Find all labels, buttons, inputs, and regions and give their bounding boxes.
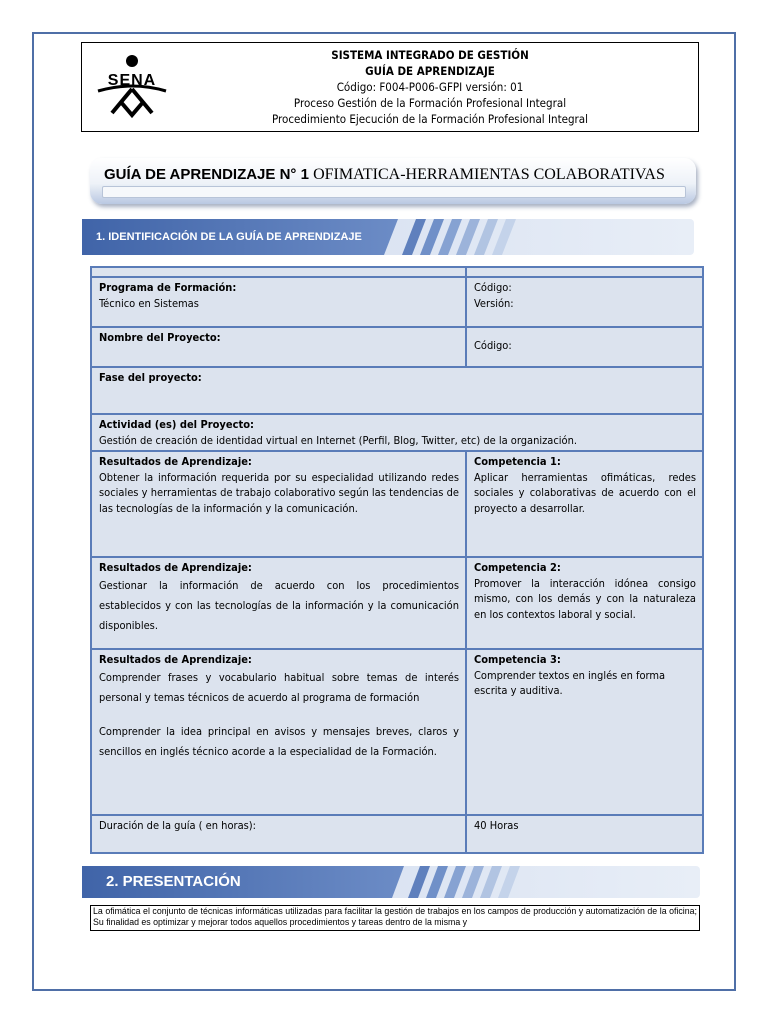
presentacion-text: La ofimática el conjunto de técnicas informáticas utilizadas para facilitar la gestión de trabajos en los campos de producción y automatización de la oficina; Su finalidad es optimizar y mejorar todos aquellos procedimientos y tareas dentro de la misma y — [90, 905, 700, 931]
programa-value: Técnico en Sistemas — [99, 296, 199, 310]
comp2-cell — [466, 557, 703, 649]
comp2-value: Promover la interacción idónea consigo mismo, con los demás y con la naturaleza en los contextos laboral y social. — [474, 576, 696, 621]
table-row — [91, 277, 703, 327]
comp3-cell — [466, 649, 703, 815]
guide-title-name: OFIMATICA-HERRAMIENTAS COLABORATIVAS — [313, 166, 665, 183]
guide-title — [104, 166, 665, 184]
table-row — [91, 451, 703, 557]
section-2-title: 2. PRESENTACIÓN — [106, 873, 241, 890]
actividad-value: Gestión de creación de identidad virtual en Internet (Perfil, Blog, Twitter, etc) de la organización. — [99, 433, 578, 447]
section-1-banner — [82, 219, 694, 255]
fase-label: Fase del proyecto: — [99, 371, 202, 384]
header-line-3: Código: F004-P006-GFPI versión: 01 — [336, 80, 524, 94]
ra2-label: Resultados de Aprendizaje: — [99, 561, 252, 574]
identification-table — [90, 266, 704, 854]
version-label: Versión: — [474, 296, 514, 310]
table-row — [91, 815, 703, 853]
header-text — [182, 47, 678, 127]
proyecto-codigo-label: Código: — [474, 339, 512, 352]
section-2-banner — [82, 866, 700, 898]
codigo-version-cell — [466, 277, 703, 327]
table-spacer-left — [91, 267, 466, 277]
programa-cell — [91, 277, 466, 327]
document-header — [81, 42, 699, 132]
proyecto-cell — [91, 327, 466, 367]
actividad-cell — [91, 414, 703, 451]
header-line-4: Proceso Gestión de la Formación Profesional Integral — [293, 96, 567, 110]
header-line-1: SISTEMA INTEGRADO DE GESTIÓN — [331, 48, 529, 62]
header-line-5: Procedimiento Ejecución de la Formación Profesional Integral — [271, 112, 589, 126]
comp1-cell — [466, 451, 703, 557]
ra3-value-2: Comprender la idea principal en avisos y mensajes breves, claros y sencillos en inglés técnico acorde a la especialidad de la Formación. — [99, 724, 459, 758]
ra3-label: Resultados de Aprendizaje: — [99, 653, 252, 666]
table-row — [91, 557, 703, 649]
ra3-cell — [91, 649, 466, 815]
duracion-value: 40 Horas — [474, 819, 519, 832]
comp2-label: Competencia 2: — [474, 561, 561, 574]
duracion-label: Duración de la guía ( en horas): — [99, 819, 256, 832]
table-row — [91, 649, 703, 815]
table-row — [91, 327, 703, 367]
table-row — [91, 367, 703, 414]
proyecto-label: Nombre del Proyecto: — [99, 331, 221, 344]
ra2-value: Gestionar la información de acuerdo con los procedimientos establecidos y con las tecnologías de la información y la comunicación disponibles. — [99, 578, 459, 632]
actividad-label: Actividad (es) del Proyecto: — [99, 418, 254, 431]
duracion-value-cell — [466, 815, 703, 853]
ra2-cell — [91, 557, 466, 649]
comp1-value: Aplicar herramientas ofimáticas, redes sociales y colaborativas de acuerdo con el proyecto a desarrollar. — [474, 470, 696, 515]
section-1-title: 1. IDENTIFICACIÓN DE LA GUÍA DE APRENDIZAJE — [96, 231, 362, 243]
ra1-value: Obtener la información requerida por su especialidad utilizando redes sociales y herramientas de trabajo colaborativo según las tendencias de las tecnologías de la información y la comunicación. — [99, 470, 459, 515]
programa-label: Programa de Formación: — [99, 281, 237, 294]
guide-title-prefix: GUÍA DE APRENDIZAJE N° 1 — [104, 166, 309, 183]
sena-logo-text: SENA — [107, 72, 157, 89]
table-spacer-right — [466, 267, 703, 277]
proyecto-codigo-cell — [466, 327, 703, 367]
sena-logo — [90, 51, 174, 123]
table-row — [91, 414, 703, 451]
fase-cell — [91, 367, 703, 414]
comp3-label: Competencia 3: — [474, 653, 561, 666]
ra3-value-1: Comprender frases y vocabulario habitual sobre temas de interés personal y temas técnicos de acuerdo al programa de formación — [99, 670, 459, 704]
duracion-cell — [91, 815, 466, 853]
ra1-label: Resultados de Aprendizaje: — [99, 455, 252, 468]
header-line-2: GUÍA DE APRENDIZAJE — [365, 64, 495, 78]
comp3-value: Comprender textos en inglés en forma escrita y auditiva. — [474, 668, 666, 697]
codigo-label: Código: — [474, 281, 512, 294]
guide-title-bar — [102, 186, 686, 198]
ra1-cell — [91, 451, 466, 557]
comp1-label: Competencia 1: — [474, 455, 561, 468]
